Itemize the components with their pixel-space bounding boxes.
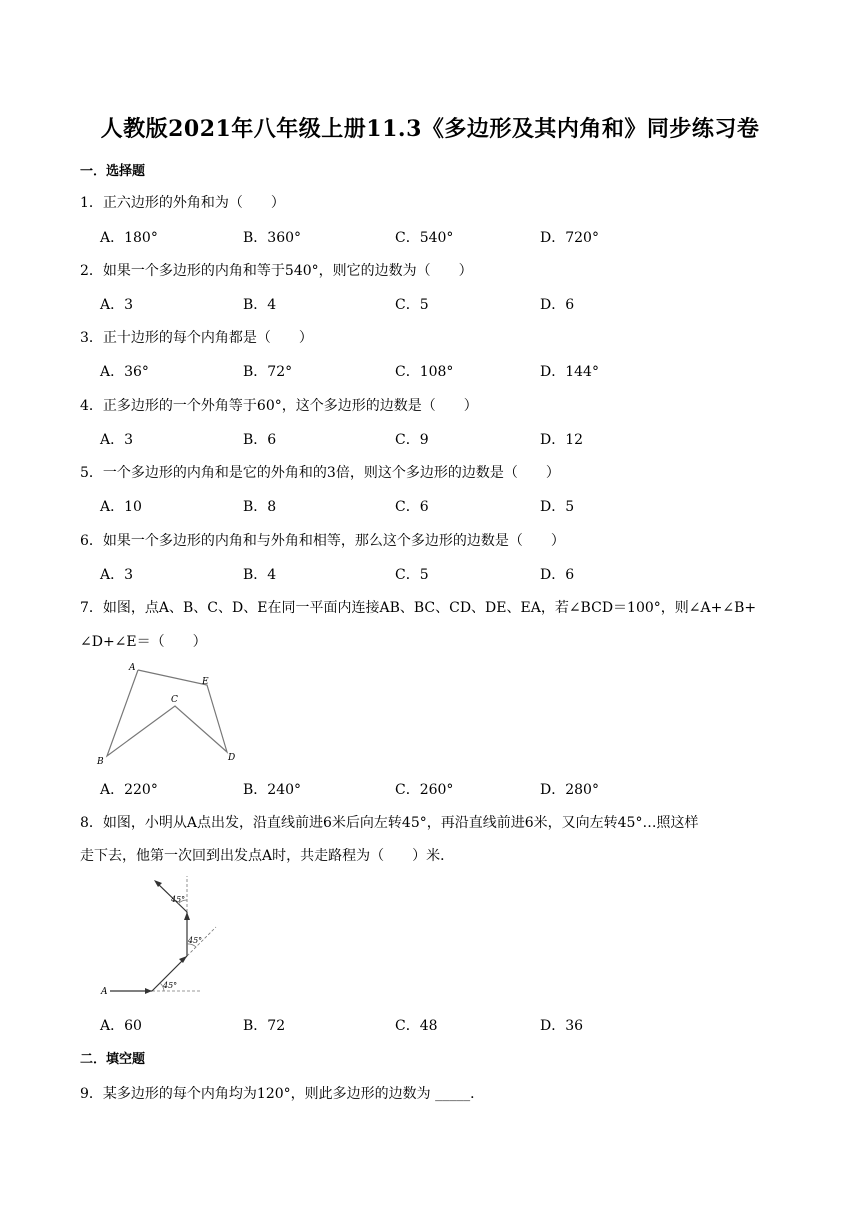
- option-b: B．8: [243, 499, 277, 515]
- question-5-stem: 5．一个多边形的内角和是它的外角和的3倍，则这个多边形的边数是（ ）: [80, 465, 560, 481]
- angle-label: 45°: [171, 895, 186, 904]
- question-3-options: [100, 361, 800, 381]
- section-heading-choice: 一．选择题: [80, 164, 146, 179]
- option-a: A．180°: [100, 230, 158, 246]
- option-a: A．220°: [100, 782, 158, 798]
- option-a: A．3: [100, 297, 134, 313]
- question-4-stem: 4．正多边形的一个外角等于60°，这个多边形的边数是（ ）: [80, 398, 478, 414]
- question-7-options: [100, 779, 800, 799]
- option-c: C．5: [395, 567, 429, 583]
- option-d: D．6: [540, 567, 575, 583]
- section-heading-fill: 二．填空题: [80, 1052, 146, 1067]
- option-a: A．10: [100, 499, 142, 515]
- option-d: D．12: [540, 432, 584, 448]
- option-a: A．3: [100, 432, 134, 448]
- label-a: A: [129, 663, 136, 673]
- option-a: A．60: [100, 1018, 142, 1034]
- option-c: C．5: [395, 297, 429, 313]
- option-b: B．72: [243, 1018, 286, 1034]
- question-1-stem: 1．正六边形的外角和为（ ）: [80, 195, 285, 211]
- question-2-options: [100, 294, 800, 314]
- angle-label: 45°: [163, 981, 178, 990]
- option-b: B．4: [243, 297, 277, 313]
- question-2-stem: 2．如果一个多边形的内角和等于540°，则它的边数为（ ）: [80, 263, 473, 279]
- question-1-options: [100, 227, 800, 247]
- option-d: D．720°: [540, 230, 599, 246]
- question-5-options: [100, 496, 800, 516]
- label-b: B: [97, 757, 104, 767]
- question-9-stem: 9．某多边形的每个内角均为120°，则此多边形的边数为 _____．: [80, 1086, 485, 1102]
- option-d: D．6: [540, 297, 575, 313]
- label-d: D: [228, 753, 236, 763]
- option-b: B．360°: [243, 230, 302, 246]
- option-b: B．240°: [243, 782, 302, 798]
- question-8-stem: 8．如图，小明从A点出发，沿直线前进6米后向左转45°，再沿直线前进6米，又向左转45°…照这样: [80, 815, 699, 831]
- option-a: A．36°: [100, 364, 149, 380]
- option-a: A．3: [100, 567, 134, 583]
- option-c: C．108°: [395, 364, 454, 380]
- option-b: B．4: [243, 567, 277, 583]
- figure-q8-path: [98, 872, 228, 1002]
- question-4-options: [100, 429, 800, 449]
- option-d: D．144°: [540, 364, 599, 380]
- question-7-stem-line2: ∠D+∠E＝（ ）: [80, 634, 207, 650]
- label-c: C: [171, 695, 178, 705]
- option-b: B．72°: [243, 364, 293, 380]
- option-c: C．9: [395, 432, 429, 448]
- option-c: C．540°: [395, 230, 454, 246]
- option-d: D．5: [540, 499, 575, 515]
- figure-q7-polygon: [95, 660, 245, 768]
- option-d: D．280°: [540, 782, 599, 798]
- label-e: E: [202, 677, 209, 687]
- option-c: C．260°: [395, 782, 454, 798]
- question-3-stem: 3．正十边形的每个内角都是（ ）: [80, 330, 313, 346]
- angle-label: 45°: [188, 936, 203, 945]
- option-d: D．36: [540, 1018, 584, 1034]
- question-6-options: [100, 564, 800, 584]
- question-6-stem: 6．如果一个多边形的内角和与外角和相等，那么这个多边形的边数是（ ）: [80, 533, 565, 549]
- question-8-stem-line2: 走下去，他第一次回到出发点A时，共走路程为（ ）米．: [80, 848, 455, 864]
- option-b: B．6: [243, 432, 277, 448]
- question-7-stem: 7．如图，点A、B、C、D、E在同一平面内连接AB、BC、CD、DE、EA，若∠BCD＝100°，则∠A+∠B+: [80, 600, 757, 616]
- option-c: C．48: [395, 1018, 438, 1034]
- label-a: A: [101, 987, 108, 997]
- option-c: C．6: [395, 499, 429, 515]
- page-title: 人教版2021年八年级上册11.3《多边形及其内角和》同步练习卷: [100, 116, 760, 142]
- question-8-options: [100, 1015, 800, 1035]
